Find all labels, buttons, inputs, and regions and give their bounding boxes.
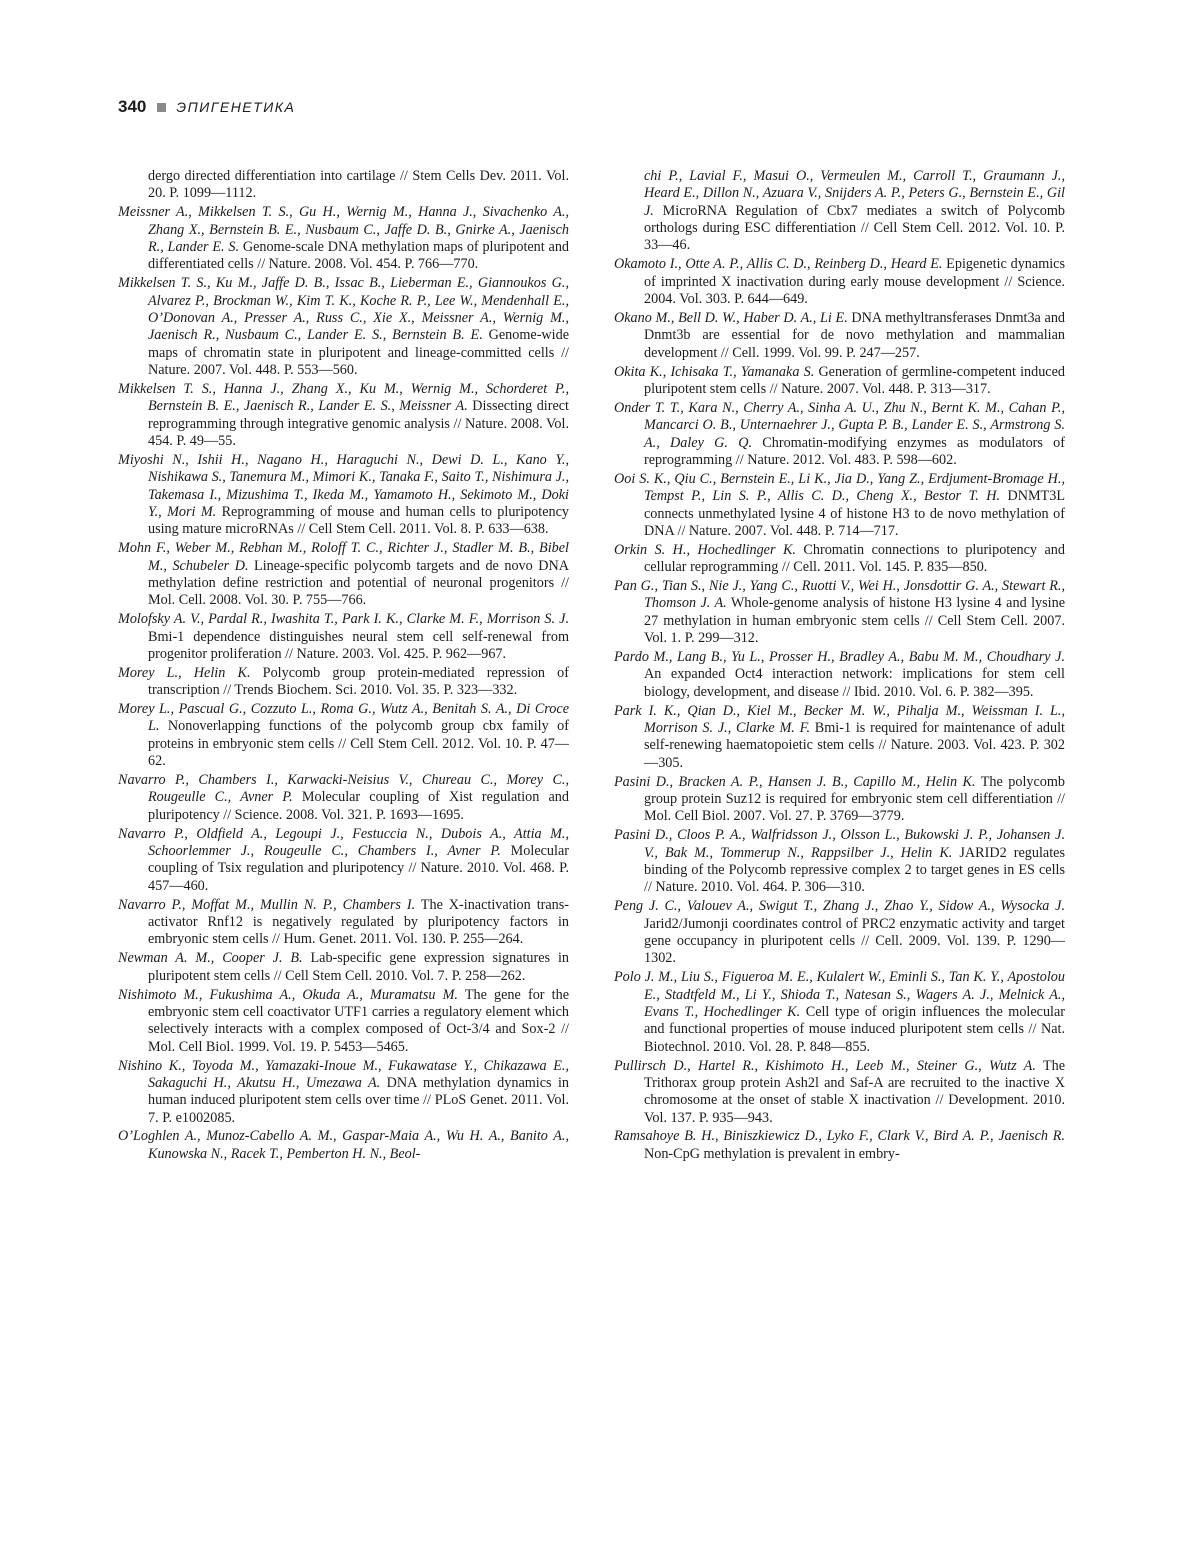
reference-authors: Ramsahoye B. H., Biniszkiewicz D., Lyko F., Clark V., Bird A. P., Jaenisch R. [614,1128,1065,1145]
reference-text: Polycomb group protein-mediated repression of transcription // Trends Biochem. Sci. 2010. Vol. 35. P. 323—332. [148,664,570,699]
reference-text: Chromatin connections to pluripotency and cellular reprogramming // Cell. 2011. Vol. 145. P. 835—850. [644,541,1065,576]
reference-authors: Orkin S. H., Hochedlinger K. [614,541,796,558]
reference-authors: Mohn F., Weber M., Rebhan M., Roloff T. C., Richter J., Stadler M. B., Bibel M., Schubeler D. [118,540,569,574]
reference-authors: Pullirsch D., Hartel R., Kishimoto H., Leeb M., Steiner G., Wutz A. [614,1057,1036,1074]
reference-text: Genome-wide maps of chromatin state in pluripotent and lineage-committed cells // Nature. 2007. Vol. 448. P. 553—560. [148,327,570,378]
reference-text: Non-CpG methylation is prevalent in embry- [644,1145,900,1162]
page-number: 340 [118,97,147,116]
reference-authors: Mikkelsen T. S., Ku M., Jaffe D. B., Issac B., Lieberman E., Giannoukos G., Alvarez P., Brockman W., Kim T. K., Koche R. P., Lee W., Mendenhall E., O’Donovan A., Presser A., Russ C., Xie X., Meissner A., Wernig M., Jaenisch R., Nusbaum C., Lander E. S., Bernstein B. E. [118,275,569,344]
reference-entry [118,168,569,203]
reference-text: Molecular coupling of Xist regulation and pluripotency // Science. 2008. Vol. 321. P. 1693—1695. [148,789,569,823]
reference-text: The polycomb group protein Suz12 is required for embryonic stem cell differentiation // Mol. Cell Biol. 2007. Vol. 27. P. 3769—3779. [644,773,1066,825]
reference-authors: Navarro P., Chambers I., Karwacki-Neisius V., Chureau C., Morey C., Rougeulle C., Avner P. [118,772,569,806]
reference-authors: Miyoshi N., Ishii H., Nagano H., Haraguchi N., Dewi D. L., Kano Y., Nishikawa S., Tanemura M., Mimori K., Tanaka F., Saito T., Nishimura J., Takemasa I., Mizushima T., Ikeda M., Yamamoto H., Sekimoto M., Doki Y., Mori M. [118,451,569,520]
reference-authors: Ooi S. K., Qiu C., Bernstein E., Li K., Jia D., Yang Z., Erdjument-Bromage H., Tempst P., Lin S. P., Allis C. D., Cheng X., Bestor T. H. [614,470,1065,505]
left-column [118,168,569,1165]
reference-entry [118,987,569,1056]
reference-authors: Mikkelsen T. S., Hanna J., Zhang X., Ku M., Wernig M., Schorderet P., Bernstein B. E., Jaenisch R., Lander E. S., Meissner A. [118,380,569,415]
reference-authors: Pardo M., Lang B., Yu L., Prosser H., Bradley A., Babu M. M., Choudhary J. [614,649,1065,666]
reference-text: Reprogramming of mouse and human cells to pluripotency using mature microRNAs // Cell Stem Cell. 2011. Vol. 8. P. 633—638. [148,503,570,538]
reference-entry [118,665,569,700]
reference-authors: Peng J. C., Valouev A., Swigut T., Zhang J., Zhao Y., Sidow A., Wysocka J. [614,898,1065,915]
reference-authors: Pasini D., Bracken A. P., Hansen J. B., Capillo M., Helin K. [614,773,976,790]
reference-entry [118,611,569,663]
reference-entry [614,364,1065,399]
reference-text: Bmi-1 is required for maintenance of adult self-renewing haematopoietic stem cells // Nature. 2003. Vol. 423. P. 302—305. [644,720,1065,771]
reference-entry [614,542,1065,577]
reference-text: Lab-specific gene expression signatures in pluripotent stem cells // Cell Stem Cell. 2010. Vol. 7. P. 258—262. [148,950,569,984]
reference-text: The Trithorax group protein Ash2l and Saf-A are recruited to the inactive X chromosome at the onset of stable X inactivation // Development. 2010. Vol. 137. P. 935—943. [644,1057,1065,1126]
reference-entry [118,381,569,450]
reference-text: Whole-genome analysis of histone H3 lysine 4 and lysine 27 methylation in human embryonic stem cells // Cell Stem Cell. 2007. Vol. 1. P. 299—312. [644,595,1065,647]
reference-text: The gene for the embryonic stem cell coactivator UTF1 carries a regulatory element which selectively interacts with a complex composed of Oct-3/4 and Sox-2 // Mol. Cell Biol. 1999. Vol. 19. P. 5453—5465. [148,986,569,1055]
reference-text: Lineage-specific polycomb targets and de novo DNA methylation define restriction and potential of neuronal progenitors // Mol. Cell. 2008. Vol. 30. P. 755—766. [148,557,569,609]
reference-text: Chromatin-modifying enzymes as modulators of reprogramming // Nature. 2012. Vol. 483. P. 598—602. [644,434,1065,468]
reference-text: dergo directed differentiation into cartilage // Stem Cells Dev. 2011. Vol. 20. P. 1099—1112. [148,168,569,202]
reference-entry [118,275,569,379]
reference-authors: Onder T. T., Kara N., Cherry A., Sinha A. U., Zhu N., Bernt K. M., Cahan P., Mancarci O. B., Unternaehrer J., Gupta P. B., Lander E. S., Armstrong S. A., Daley G. Q. [614,399,1065,451]
reference-entry [614,310,1065,362]
reference-entry [118,452,569,539]
reference-authors: Okita K., Ichisaka T., Yamanaka S. [614,363,815,380]
reference-text: Genome-scale DNA methylation maps of pluripotent and differentiated cells // Nature. 2008. Vol. 454. P. 766—770. [148,238,570,273]
reference-authors: Molofsky A. V., Pardal R., Iwashita T., Park I. K., Clarke M. F., Morrison S. J. [118,611,569,628]
reference-entry [118,540,569,609]
reference-text: JARID2 regulates binding of the Polycomb repressive complex 2 to target genes in ES cells // Nature. 2010. Vol. 464. P. 306—310. [644,844,1065,896]
reference-entry [614,1058,1065,1127]
reference-text: DNA methylation dynamics in human induced pluripotent stem cells over time // PLoS Genet. 2011. Vol. 7. P. e1002085. [148,1074,569,1126]
reference-authors: Navarro P., Oldfield A., Legoupi J., Festuccia N., Dubois A., Attia M., Schoorlemmer J., Rougeulle C., Chambers I., Avner P. [118,825,569,859]
reference-entry [614,578,1065,647]
reference-authors: Meissner A., Mikkelsen T. S., Gu H., Wernig M., Hanna J., Sivachenko A., Zhang X., Bernstein B. E., Nusbaum C., Jaffe D. B., Gnirke A., Jaenisch R., Lander E. S. [118,204,569,255]
reference-entry [118,772,569,824]
reference-text: Nonoverlapping functions of the polycomb group cbx family of proteins in embryonic stem cells // Cell Stem Cell. 2012. Vol. 10. P. 47—62. [148,718,569,770]
reference-entry [614,1128,1065,1163]
reference-text: Epigenetic dynamics of imprinted X inactivation during early mouse development // Science. 2004. Vol. 303. P. 644—649. [644,256,1065,307]
reference-authors: Nishino K., Toyoda M., Yamazaki-Inoue M., Fukawatase Y., Chikazawa E., Sakaguchi H., Akutsu H., Umezawa A. [118,1057,569,1091]
reference-entry [118,897,569,949]
reference-entry [614,703,1065,772]
reference-entry [118,1058,569,1127]
reference-text: The X-inactivation trans-activator Rnf12 is negatively regulated by pluripotency factors in embryonic stem cells // Hum. Genet. 2011. Vol. 130. P. 255—264. [148,896,569,948]
reference-authors: Pan G., Tian S., Nie J., Yang C., Ruotti V., Wei H., Jonsdottir G. A., Stewart R., Thomson J. A. [614,578,1065,612]
reference-text: Bmi-1 dependence distinguishes neural stem cell self-renewal from progenitor proliferation // Nature. 2003. Vol. 425. P. 962—967. [148,628,569,662]
reference-authors: Morey L., Helin K. [118,664,251,681]
running-title: ЭПИГЕНЕТИКА [176,99,296,115]
reference-entry [614,827,1065,896]
reference-text: Cell type of origin influences the molecular and functional properties of mouse induced pluripotent stem cells // Nat. Biotechnol. 2010. Vol. 28. P. 848—855. [644,1003,1066,1055]
reference-entry [614,471,1065,540]
reference-authors: Polo J. M., Liu S., Figueroa M. E., Kulalert W., Eminli S., Tan K. Y., Apostolou E., Stadtfeld M., Li Y., Shioda T., Natesan S., Wagers A. J., Melnick A., Evans T., Hochedlinger K. [614,969,1065,1020]
reference-authors: Navarro P., Moffat M., Mullin N. P., Chambers I. [118,896,416,913]
reference-entry [118,826,569,895]
reference-text: Jarid2/Jumonji coordinates control of PRC2 enzymatic activity and target gene occupancy in pluripotent cells // Cell. 2009. Vol. 139. P. 1290—1302. [644,915,1065,967]
reference-authors: Okamoto I., Otte A. P., Allis C. D., Reinberg D., Heard E. [614,256,943,273]
reference-text: Dissecting direct reprogramming through integrative genomic analysis // Nature. 2008. Vol. 454. P. 49—55. [148,398,569,449]
reference-entry [614,400,1065,469]
reference-text: Molecular coupling of Tsix regulation and pluripotency // Nature. 2010. Vol. 468. P. 457—460. [148,843,569,894]
square-bullet-icon [157,103,166,112]
reference-authors: Park I. K., Qian D., Kiel M., Becker M. W., Pihalja M., Weissman I. L., Morrison S. J., Clarke M. F. [614,702,1065,736]
reference-text: An expanded Oct4 interaction network: implications for stem cell biology, development, and disease // Ibid. 2010. Vol. 6. P. 382—395. [644,666,1065,700]
reference-authors: Pasini D., Cloos P. A., Walfridsson J., Olsson L., Bukowski J. P., Johansen J. V., Bak M., Tommerup N., Rappsilber J., Helin K. [614,827,1065,861]
reference-entry [614,774,1065,826]
reference-text: DNMT3L connects unmethylated lysine 4 of histone H3 to de novo methylation of DNA // Nature. 2007. Vol. 448. P. 714—717. [644,488,1065,539]
reference-entry [614,649,1065,701]
page-header [118,95,295,119]
reference-authors: Okano M., Bell D. W., Haber D. A., Li E. [614,309,848,326]
right-column [614,168,1065,1165]
reference-entry [118,204,569,273]
reference-authors: Newman A. M., Cooper J. B. [118,950,303,967]
reference-authors: O’Loghlen A., Munoz-Cabello A. M., Gaspar-Maia A., Wu H. A., Banito A., Kunowska N., Racek T., Pemberton H. N., Beol- [118,1128,569,1162]
reference-authors: Morey L., Pascual G., Cozzuto L., Roma G., Wutz A., Benitah S. A., Di Croce L. [118,701,569,735]
reference-entry [118,1128,569,1163]
reference-entry [614,256,1065,308]
reference-authors: chi P., Lavial F., Masui O., Vermeulen M., Carroll T., Graumann J., Heard E., Dillon N., Azuara V., Snijders A. P., Peters G., Bernstein E., Gil J. [644,168,1065,219]
reference-entry [614,168,1065,255]
reference-text: Generation of germline-competent induced pluripotent stem cells // Nature. 2007. Vol. 448. P. 313—317. [644,363,1065,397]
reference-text: MicroRNA Regulation of Cbx7 mediates a switch of Polycomb orthologs during ESC differentiation // Cell Stem Cell. 2012. Vol. 10. P. 33—46. [644,202,1065,254]
reference-entry [614,898,1065,967]
reference-entry [118,950,569,985]
reference-text: DNA methyltransferases Dnmt3a and Dnmt3b are essential for de novo methylation and mammalian development // Cell. 1999. Vol. 99. P. 247—257. [644,309,1066,361]
reference-entry [614,969,1065,1056]
reference-entry [118,701,569,770]
reference-authors: Nishimoto M., Fukushima A., Okuda A., Muramatsu M. [118,986,458,1003]
